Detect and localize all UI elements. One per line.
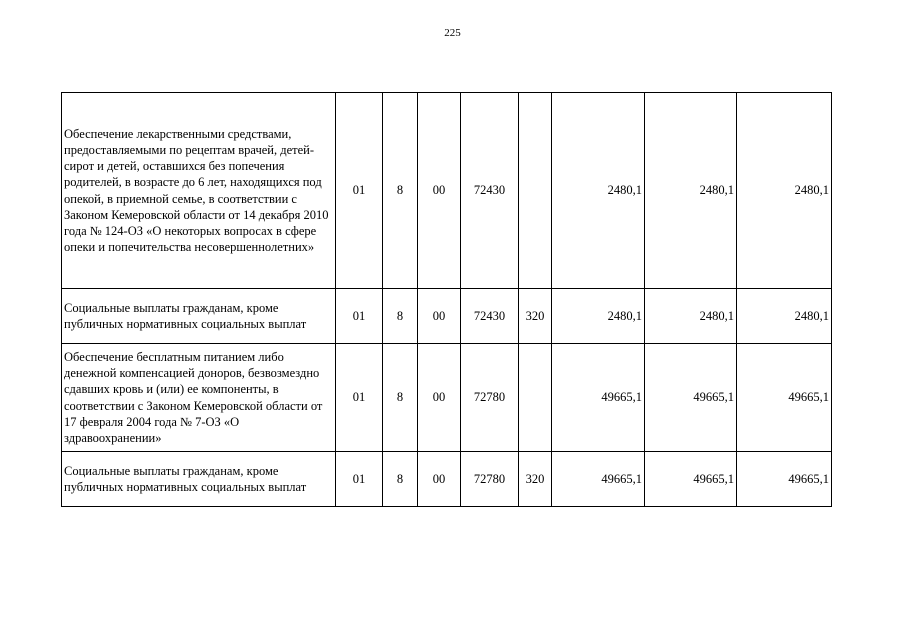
expense-type-cell: 320 (519, 289, 552, 344)
row-name-cell: Социальные выплаты гражданам, кроме публичных нормативных социальных выплат (62, 452, 336, 507)
amount-year3-cell: 2480,1 (737, 93, 832, 289)
subprogram-code-cell: 8 (383, 289, 418, 344)
amount-year1-cell: 2480,1 (552, 289, 645, 344)
direction-code-cell: 00 (418, 452, 461, 507)
expense-code-cell: 72430 (461, 93, 519, 289)
amount-year2-cell: 49665,1 (645, 344, 737, 452)
subprogram-code-cell: 8 (383, 93, 418, 289)
row-name-cell: Обеспечение бесплатным питанием либо денежной компенсацией доноров, безвозмездно сдавших кровь и (или) ее компоненты, в соответствии с Законом Кемеровской области от 17 февраля 2004 года № 7-ОЗ «О здравоохранении» (62, 344, 336, 452)
amount-year2-cell: 2480,1 (645, 93, 737, 289)
direction-code-cell: 00 (418, 344, 461, 452)
expense-code-cell: 72780 (461, 452, 519, 507)
amount-year3-cell: 49665,1 (737, 452, 832, 507)
budget-table (61, 92, 832, 507)
amount-year1-cell: 2480,1 (552, 93, 645, 289)
subprogram-code-cell: 8 (383, 452, 418, 507)
program-code-cell: 01 (336, 452, 383, 507)
subprogram-code-cell: 8 (383, 344, 418, 452)
expense-type-cell (519, 93, 552, 289)
program-code-cell: 01 (336, 93, 383, 289)
amount-year2-cell: 2480,1 (645, 289, 737, 344)
expense-code-cell: 72430 (461, 289, 519, 344)
amount-year2-cell: 49665,1 (645, 452, 737, 507)
amount-year3-cell: 49665,1 (737, 344, 832, 452)
expense-type-cell: 320 (519, 452, 552, 507)
expense-type-cell (519, 344, 552, 452)
expense-code-cell: 72780 (461, 344, 519, 452)
program-code-cell: 01 (336, 344, 383, 452)
program-code-cell: 01 (336, 289, 383, 344)
amount-year1-cell: 49665,1 (552, 452, 645, 507)
table-row (62, 344, 832, 452)
row-name-cell: Социальные выплаты гражданам, кроме публичных нормативных социальных выплат (62, 289, 336, 344)
row-name-cell: Обеспечение лекарственными средствами, предоставляемыми по рецептам врачей, детей-сирот и детей, оставшихся без попечения родителей, в возрасте до 6 лет, находящихся под опекой, в приемной семье, в соответствии с Законом Кемеровской области от 14 декабря 2010 года № 124-ОЗ «О некоторых вопросах в сфере опеки и попечительства несовершеннолетних» (62, 93, 336, 289)
direction-code-cell: 00 (418, 93, 461, 289)
page-number: 225 (444, 27, 461, 39)
direction-code-cell: 00 (418, 289, 461, 344)
amount-year1-cell: 49665,1 (552, 344, 645, 452)
amount-year3-cell: 2480,1 (737, 289, 832, 344)
table-row (62, 289, 832, 344)
table-row (62, 93, 832, 289)
table-row (62, 452, 832, 507)
